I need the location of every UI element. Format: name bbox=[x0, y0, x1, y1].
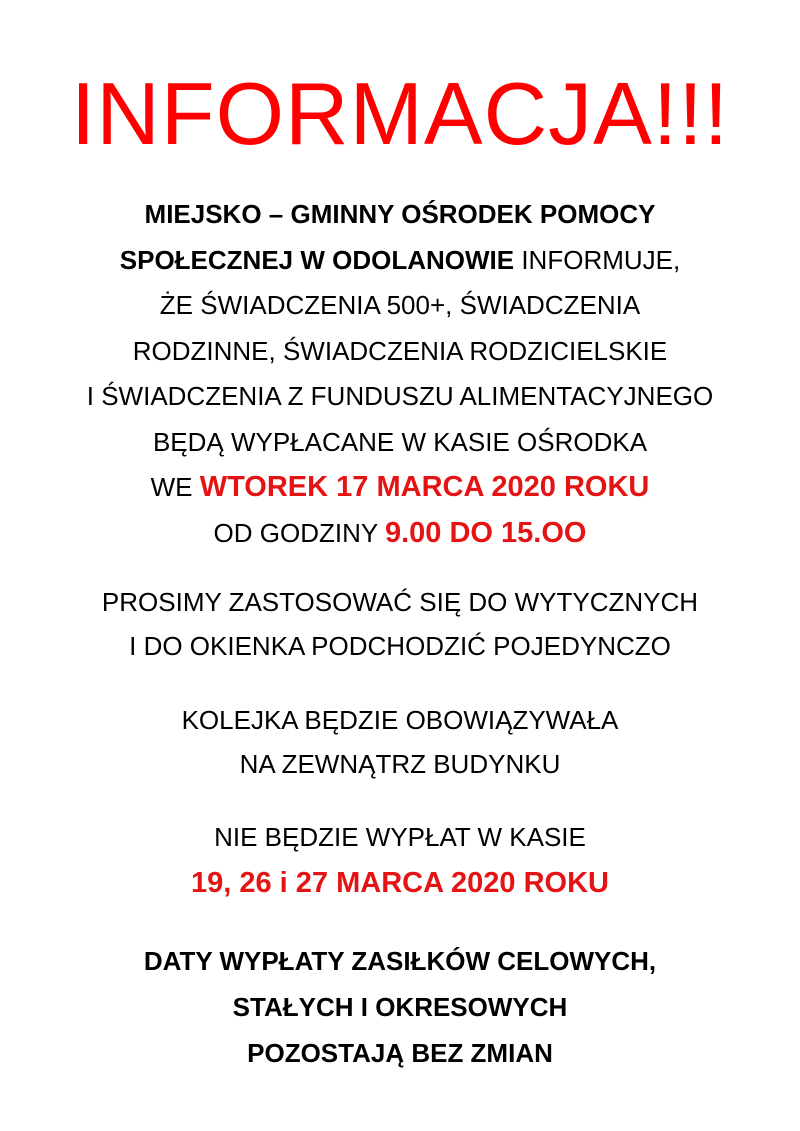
intro-line-1: MIEJSKO – GMINNY OŚRODEK POMOCY bbox=[144, 199, 656, 229]
intro-line-6: BĘDĄ WYPŁACANE W KASIE OŚRODKA bbox=[152, 426, 648, 457]
benefits-dates-paragraph bbox=[0, 938, 800, 1076]
queue-paragraph bbox=[0, 698, 800, 786]
benefits-dates-line-3: POZOSTAJĄ BEZ ZMIAN bbox=[247, 1038, 553, 1068]
intro-line-8-prefix: OD GODZINY bbox=[213, 517, 385, 548]
intro-line-2-bold: SPOŁECZNEJ W ODOLANOWIE bbox=[119, 244, 515, 275]
no-payments-dates: 19, 26 i 27 MARCA 2020 ROKU bbox=[191, 867, 609, 899]
benefits-dates-line-2: STAŁYCH I OKRESOWYCH bbox=[232, 992, 568, 1022]
queue-line-1: KOLEJKA BĘDZIE OBOWIĄZYWAŁA bbox=[181, 705, 619, 735]
intro-line-4: RODZINNE, ŚWIADCZENIA RODZICIELSKIE bbox=[132, 335, 668, 366]
no-payments-paragraph bbox=[0, 814, 800, 906]
payment-date: WTOREK 17 MARCA 2020 ROKU bbox=[199, 471, 650, 503]
guidelines-line-1: PROSIMY ZASTOSOWAĆ SIĘ DO WYTYCZNYCH bbox=[101, 587, 699, 617]
intro-line-8 bbox=[0, 511, 800, 557]
benefits-dates-line-1: DATY WYPŁATY ZASIŁKÓW CELOWYCH, bbox=[143, 946, 657, 976]
intro-line-5: I ŚWIADCZENIA Z FUNDUSZU ALIMENTACYJNEGO bbox=[86, 381, 714, 411]
queue-line-2: NA ZEWNĄTRZ BUDYNKU bbox=[239, 749, 561, 779]
intro-line-2 bbox=[0, 238, 800, 284]
intro-paragraph bbox=[0, 192, 800, 556]
guidelines-paragraph bbox=[0, 580, 800, 668]
announcement-title: INFORMACJA!!! bbox=[70, 64, 730, 163]
intro-line-2-rest: INFORMUJE, bbox=[514, 244, 681, 275]
intro-line-3: ŻE ŚWIADCZENIA 500+, ŚWIADCZENIA bbox=[159, 290, 641, 320]
intro-line-7-prefix: WE bbox=[150, 472, 200, 502]
payment-hours: 9.00 DO 15.OO bbox=[384, 516, 587, 549]
no-payments-line-1: NIE BĘDZIE WYPŁAT W KASIE bbox=[214, 822, 586, 852]
guidelines-line-2: I DO OKIENKA PODCHODZIĆ POJEDYNCZO bbox=[129, 631, 671, 661]
intro-line-7 bbox=[0, 465, 800, 511]
